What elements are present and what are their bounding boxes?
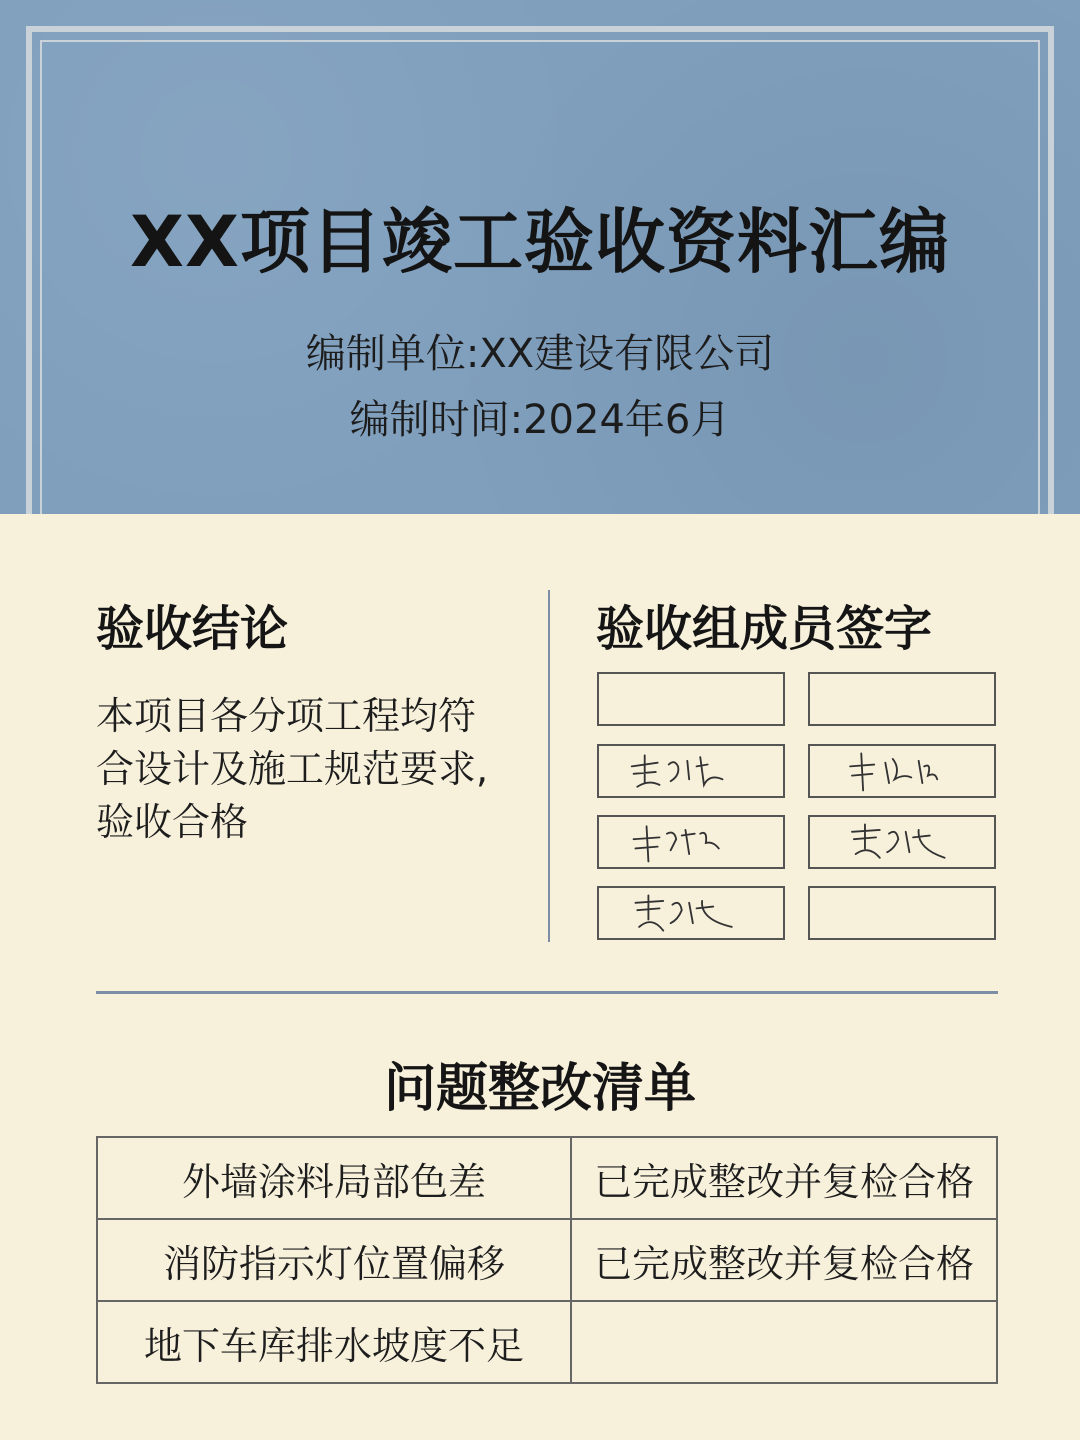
table-row — [97, 1137, 997, 1219]
handwritten-signature — [599, 746, 783, 796]
conclusion-line: 本项目各分项工程均符 — [96, 694, 477, 738]
issue-cell: 地下车库排水坡度不足 — [97, 1301, 571, 1383]
vertical-divider — [548, 590, 550, 942]
handwritten-signature — [810, 817, 994, 867]
table-row — [97, 1301, 997, 1383]
cover-section — [0, 0, 1080, 514]
compiling-date: 编制时间:2024年6月 — [349, 397, 731, 443]
signers-heading: 验收组成员签字 — [596, 601, 933, 657]
signature-box-signed — [597, 886, 785, 940]
horizontal-divider — [96, 991, 998, 994]
handwritten-signature — [599, 888, 783, 938]
signature-box-signed — [597, 744, 785, 798]
signature-box-signed — [808, 815, 996, 869]
handwritten-signature — [810, 746, 994, 796]
signature-box-empty[interactable] — [597, 672, 785, 726]
handwritten-signature — [599, 817, 783, 867]
issue-cell: 外墙涂料局部色差 — [97, 1137, 571, 1219]
conclusion-heading: 验收结论 — [96, 601, 289, 657]
conclusion-line: 合设计及施工规范要求, — [96, 747, 489, 791]
status-cell — [571, 1301, 997, 1383]
signature-box-empty[interactable] — [808, 672, 996, 726]
signature-box-empty[interactable] — [808, 886, 996, 940]
issue-cell: 消防指示灯位置偏移 — [97, 1219, 571, 1301]
compiling-unit: 编制单位:XX建设有限公司 — [305, 331, 775, 377]
status-cell: 已完成整改并复检合格 — [571, 1137, 997, 1219]
table-row — [97, 1219, 997, 1301]
document-title: XX项目竣工验收资料汇编 — [130, 201, 950, 283]
conclusion-text — [96, 690, 526, 849]
issues-heading: 问题整改清单 — [383, 1059, 696, 1119]
signature-box-signed — [808, 744, 996, 798]
conclusion-line: 验收合格 — [96, 800, 249, 844]
status-cell: 已完成整改并复检合格 — [571, 1219, 997, 1301]
issues-table — [96, 1136, 998, 1384]
signature-box-signed — [597, 815, 785, 869]
